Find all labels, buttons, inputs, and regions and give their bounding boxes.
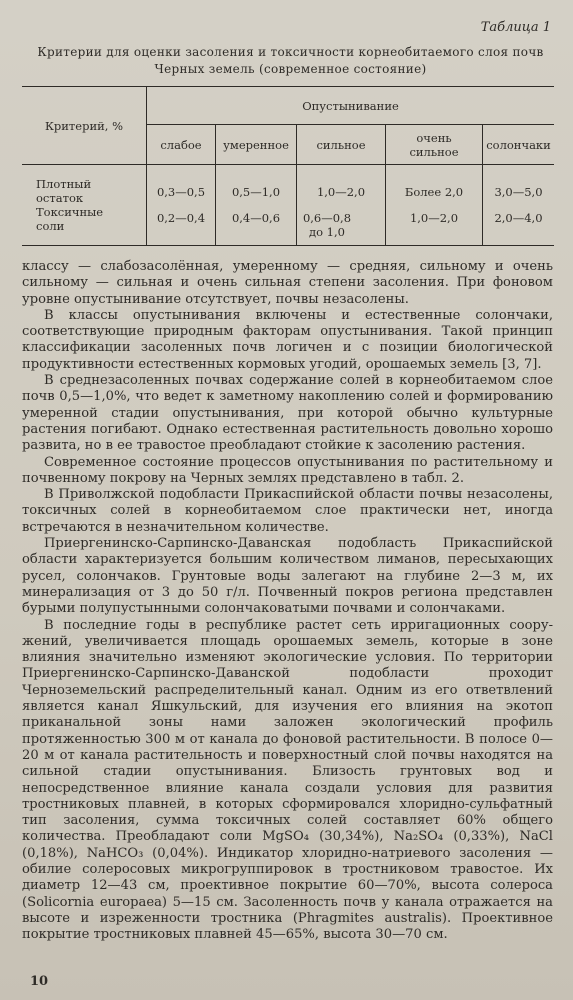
cell-dense-residue-strong: 1,0—2,0 <box>316 185 366 199</box>
cell-dense-residue-weak: 0,3—0,5 <box>156 185 206 199</box>
paragraph-3: В среднезасоленных почвах содержание солей в корнеобитаемом слое почв 0,5—1,0%, что ведет к заметному накоплению солей и формированию умеренной стадии опустынивания, при которой обычно культурные растения погибают. Однако естественная растительность довольно хорошо развита, но в ее травостое преобладают стойкие к засолению растения. <box>22 373 553 454</box>
cell-toxic-salts-weak: 0,2—0,4 <box>156 211 206 225</box>
paragraph-1: классу — слабозасолённая, умеренному — средняя, сильному и очень сильному — сильная и очень сильная степени засоления. При фоновом уровне опустынивание отсутствует, почвы незасолены. <box>22 259 553 307</box>
table-number: Таблица 1 <box>480 20 551 35</box>
paragraph-6: Приергенинско-Сарпинско-Даванская подобласть Прикаспийской области характеризуется большим количеством лиманов, пересыхающих русел, солончаков. Грунтовые воды залегают на глубине 2—3 м, их минерализация от 3 до 50 г/л. Почвенный покров региона представлен бурыми полупустынными солончаковатыми почвами и солончаками. <box>22 536 553 617</box>
criterion-header-cell <box>22 87 147 165</box>
cell-dense-residue-saline: 3,0—5,0 <box>494 185 543 199</box>
col-header-moderate: умеренное <box>216 125 297 165</box>
row1-label-line1: Плотный <box>36 177 92 191</box>
caption-line-2: Черных земель (современное состояние) <box>154 62 427 76</box>
cell-dense-residue-very-strong: Более 2,0 <box>404 185 464 199</box>
col-header-very-strong: очень сильное <box>386 125 483 165</box>
cell-moderate <box>216 165 297 246</box>
cell-dense-residue-moderate: 0,5—1,0 <box>231 185 281 199</box>
paragraph-2: В классы опустынивания включены и естественные солончаки, соответствующие природным факторам опустынивания. Такой принцип классификации засоленных почв логичен и с позиции биологической продуктивности естественных кормовых угодий, орошаемых земель [3, 7]. <box>22 307 553 372</box>
table-caption <box>30 44 551 78</box>
cell-toxic-salts-saline: 2,0—4,0 <box>494 211 543 225</box>
col-header-saline: солончаки <box>483 125 555 165</box>
row2-label-line2: соли <box>36 219 65 233</box>
paragraph-5: В Приволжской подобласти Прикаспийской области почвы незасолены, токсичных солей в корнеобитаемом слое практически нет, иногда встречаются в незначительном количестве. <box>22 487 553 535</box>
cell-toxic-salts-very-strong: 1,0—2,0 <box>409 211 459 225</box>
col-header-weak: слабое <box>147 125 216 165</box>
row1-label-line2: остаток <box>36 191 84 205</box>
body-text <box>22 259 553 943</box>
cell-very-strong <box>386 165 483 246</box>
caption-line-1: Критерии для оценки засоления и токсичности корнеобитаемого слоя почв <box>37 45 544 59</box>
criteria-table <box>22 86 554 246</box>
page-number: 10 <box>30 974 49 989</box>
group-header: Опустынивание <box>302 98 399 113</box>
col-header-strong: сильное <box>297 125 386 165</box>
paragraph-4: Современное состояние процессов опустынивания по растительному и почвенному покрову на Черных землях представлено в табл. 2. <box>22 454 553 486</box>
group-header-cell <box>147 87 555 125</box>
cell-toxic-salts-strong: 0,6—0,8 до 1,0 <box>302 211 352 239</box>
paragraph-7: В последние годы в республике растет сеть ирригационных сооружений, увеличивается площадь орошаемых земель, которые в зоне влияния значительно изменяют экологические условия. По территории Приергенинско-Сарпинско-Даванской подобласти проходит Черноземельский распределительный канал. Одним из его ответвлений является канал Яшкульский, для изучения его влияния на экотоп приканальной зоны нами заложен экологический профиль протяженностью 300 м от канала до фоновой растительности. В полосе 0—20 м от канала растительность и поверхностный слой почвы находятся на сильной стадии опустынивания. Близость грунтовых вод и непосредственное влияние канала создали условия для развития тростниковых плавней, в которых сформировался хлоридно-сульфатный тип засоления, сумма токсичных солей составляет 60% общего количества. Преобладают соли MgSO₄ (30,34%), Na₂SO₄ (0,33%), NaCl (0,18%), NaHCO₃ (0,04%). Индикатор хлоридно-натриевого засоления — обилие солеросовых микрогруппировок в тростниковом травостое. Их диаметр 12—43 см, проективное покрытие 60—70%, высота солероса (Solicornia europaea) 5—15 см. Засоленность почв у канала отражается на высоте и изреженности тростника (Phragmites australis). Проективное покрытие тростниковых плавней 45—65%, высота 30—70 см. <box>22 617 553 943</box>
criterion-header: Критерий, % <box>44 118 124 133</box>
cell-weak <box>147 165 216 246</box>
cell-strong <box>297 165 386 246</box>
cell-saline <box>483 165 555 246</box>
cell-toxic-salts-moderate: 0,4—0,6 <box>231 211 281 225</box>
row-labels-cell <box>22 165 147 246</box>
row2-label-line1: Токсичные <box>36 205 104 219</box>
